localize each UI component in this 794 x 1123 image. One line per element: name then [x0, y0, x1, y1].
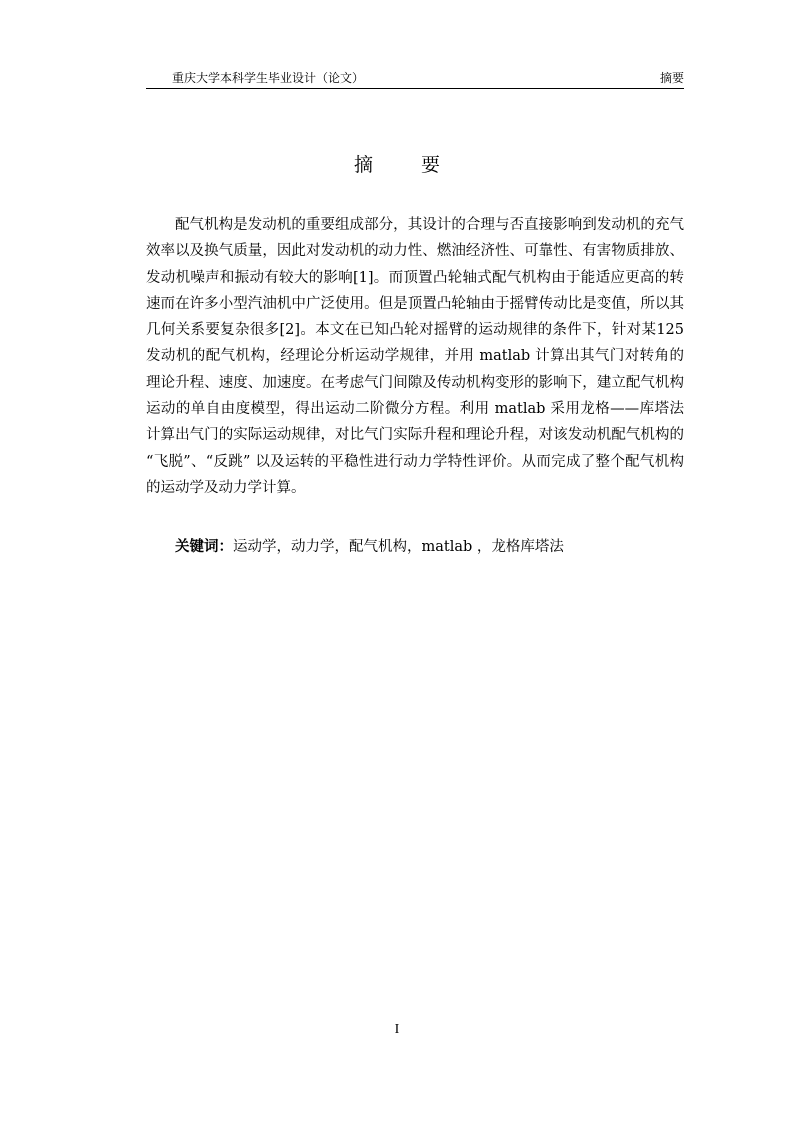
header-section-name: 摘要 [659, 71, 684, 85]
page-header [146, 66, 684, 89]
keywords-label: 关键词： [175, 539, 233, 555]
abstract-paragraph: 配气机构是发动机的重要组成部分，其设计的合理与否直接影响到发动机的充气效率以及换气质量，因此对发动机的动力性、燃油经济性、可靠性、有害物质排放、发动机噪声和振动有较大的影响[1]。而顶置凸轮轴式配气机构由于能适应更高的转速而在许多小型汽油机中广泛使用。但是顶置凸轮轴由于摇臂传动比是变值，所以其几何关系要复杂很多[2]。本文在已知凸轮对摇臂的运动规律的条件下，针对某125发动机的配气机构，经理论分析运动学规律，并用 matlab 计算出其气门对转角的理论升程、速度、加速度。在考虑气门间隙及传动机构变形的影响下，建立配气机构运动的单自由度模型，得出运动二阶微分方程。利用 matlab 采用龙格——库塔法计算出气门的实际运动规律，对比气门实际升程和理论升程，对该发动机配气机构的 “飞脱”、“反跳” 以及运转的平稳性进行动力学特性评价。从而完成了整个配气机构的运动学及动力学计算。 [146, 217, 684, 496]
page-title [0, 150, 794, 177]
header-thesis-title: 重庆大学本科学生毕业设计（论文） [172, 71, 365, 85]
keywords-text: 运动学，动力学，配气机构，matlab ，龙格库塔法 [233, 539, 564, 555]
keywords-line [146, 534, 684, 560]
page-number: I [394, 1022, 400, 1037]
page-title-char-2: 要 [421, 154, 441, 176]
page-title-char-1: 摘 [353, 154, 373, 176]
